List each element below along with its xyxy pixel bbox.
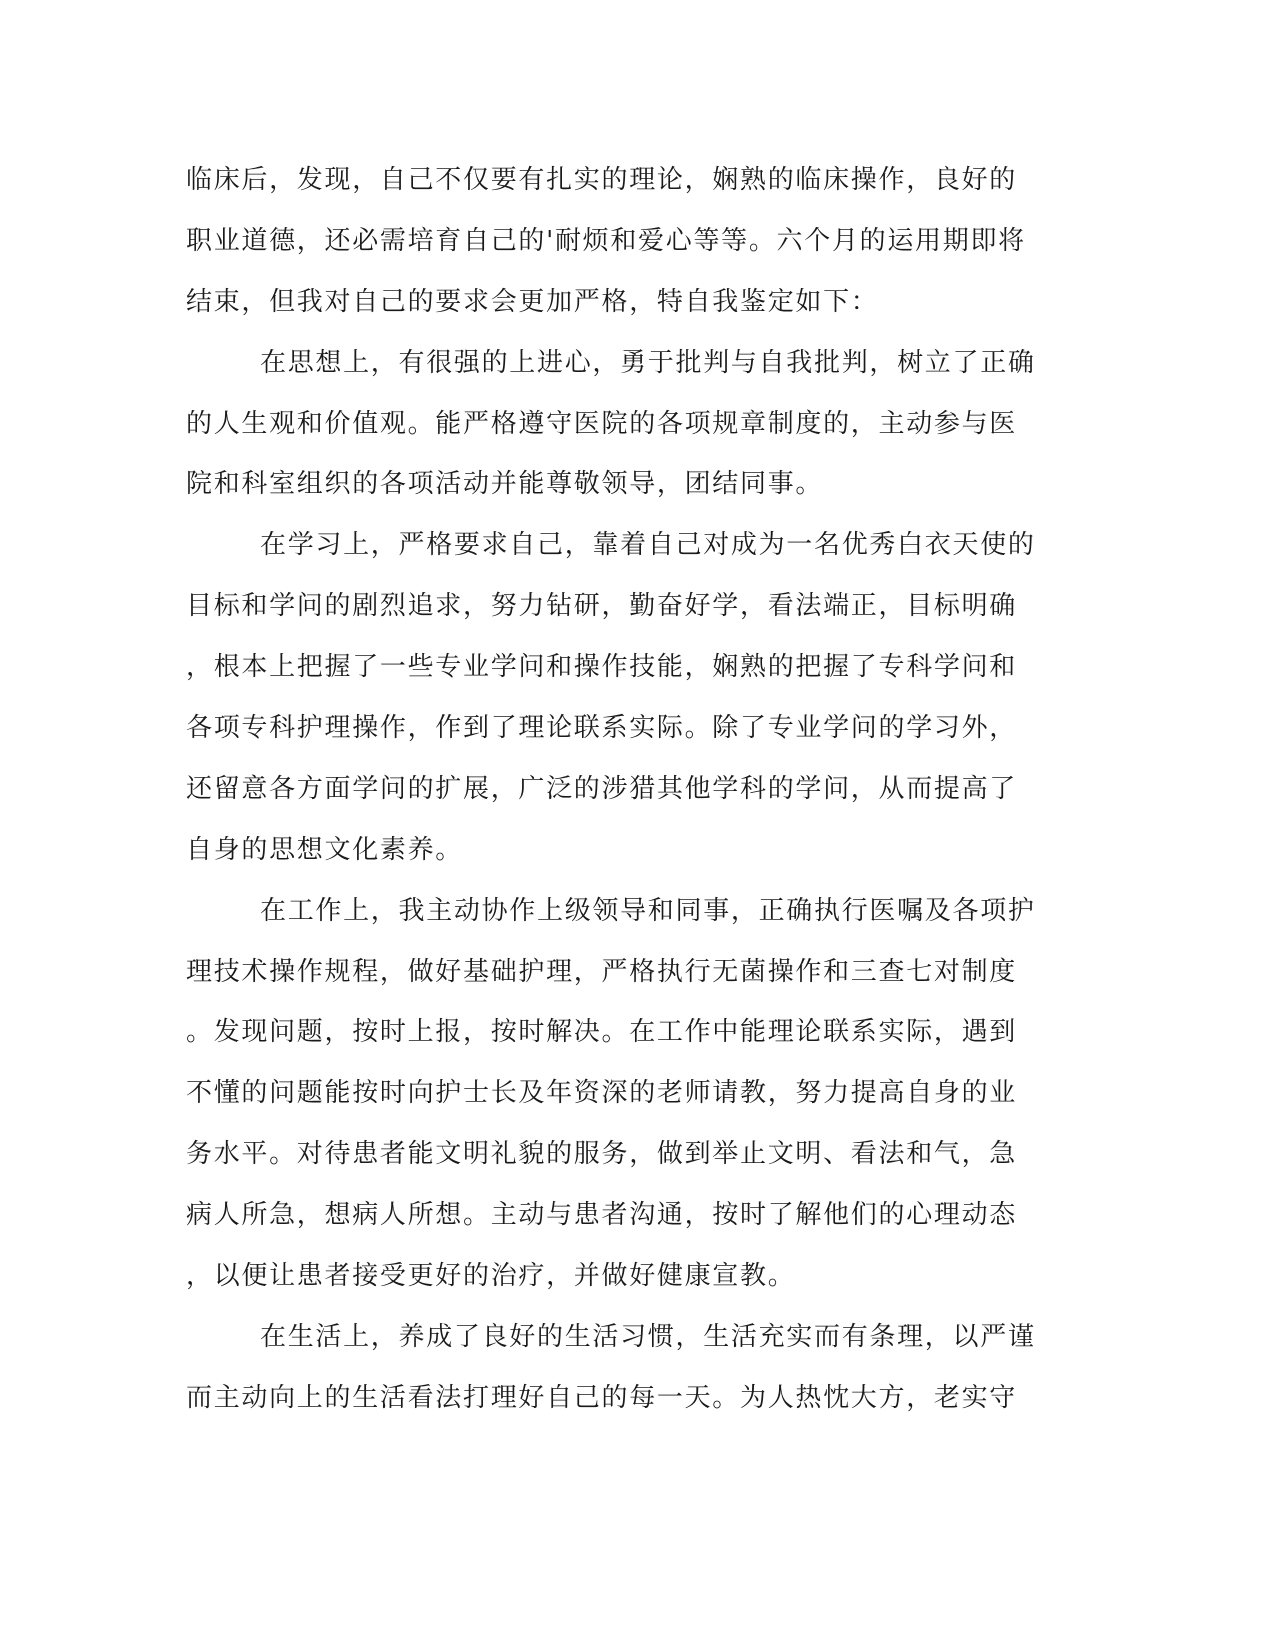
- text-line: 的人生观和价值观。能严格遵守医院的各项规章制度的，主动参与医: [186, 408, 1018, 439]
- text-line: 各项专科护理操作，作到了理论联系实际。除了专业学问的学习外，: [186, 713, 1018, 744]
- paragraph-start-line: 在生活上，养成了良好的生活习惯，生活充实而有条理，以严谨: [260, 1321, 1036, 1352]
- paragraph-start-line: 在学习上，严格要求自己，靠着自己对成为一名优秀白衣天使的: [260, 530, 1036, 561]
- text-line: 不懂的问题能按时向护士长及年资深的老师请教，努力提高自身的业: [186, 1078, 1018, 1109]
- text-line: 务水平。对待患者能文明礼貌的服务，做到举止文明、看法和气，急: [186, 1139, 1018, 1170]
- text-line: ，根本上把握了一些专业学问和操作技能，娴熟的把握了专科学问和: [186, 652, 1018, 683]
- text-line: 而主动向上的生活看法打理好自己的每一天。为人热忱大方，老实守: [186, 1382, 1018, 1413]
- text-line: 临床后，发现，自己不仅要有扎实的理论，娴熟的临床操作，良好的: [186, 165, 1018, 195]
- text-line: 院和科室组织的各项活动并能尊敬领导，团结同事。: [186, 469, 824, 500]
- document-body: [186, 150, 1066, 1429]
- paragraph-start-line: 在工作上，我主动协作上级领导和同事，正确执行医嘱及各项护: [260, 895, 1036, 926]
- text-line: 病人所急，想病人所想。主动与患者沟通，按时了解他们的心理动态: [186, 1200, 1018, 1231]
- text-line: 目标和学问的剧烈追求，努力钻研，勤奋好学，看法端正，目标明确: [186, 591, 1018, 622]
- text-line: 职业道德，还必需培育自己的'耐烦和爱心等等。六个月的运用期即将: [186, 225, 1026, 256]
- text-line: 还留意各方面学问的扩展，广泛的涉猎其他学科的学问，从而提高了: [186, 773, 1018, 804]
- text-line: 结束，但我对自己的要求会更加严格，特自我鉴定如下：: [186, 286, 879, 317]
- text-line: 自身的思想文化素养。: [186, 834, 464, 865]
- text-line: 理技术操作规程，做好基础护理，严格执行无菌操作和三查七对制度: [186, 956, 1018, 987]
- paragraph-start-line: 在思想上，有很强的上进心，勇于批判与自我批判，树立了正确: [260, 347, 1036, 378]
- text-line: ，以便让患者接受更好的治疗，并做好健康宣教。: [186, 1261, 796, 1292]
- text-line: 。发现问题，按时上报，按时解决。在工作中能理论联系实际，遇到: [186, 1017, 1018, 1048]
